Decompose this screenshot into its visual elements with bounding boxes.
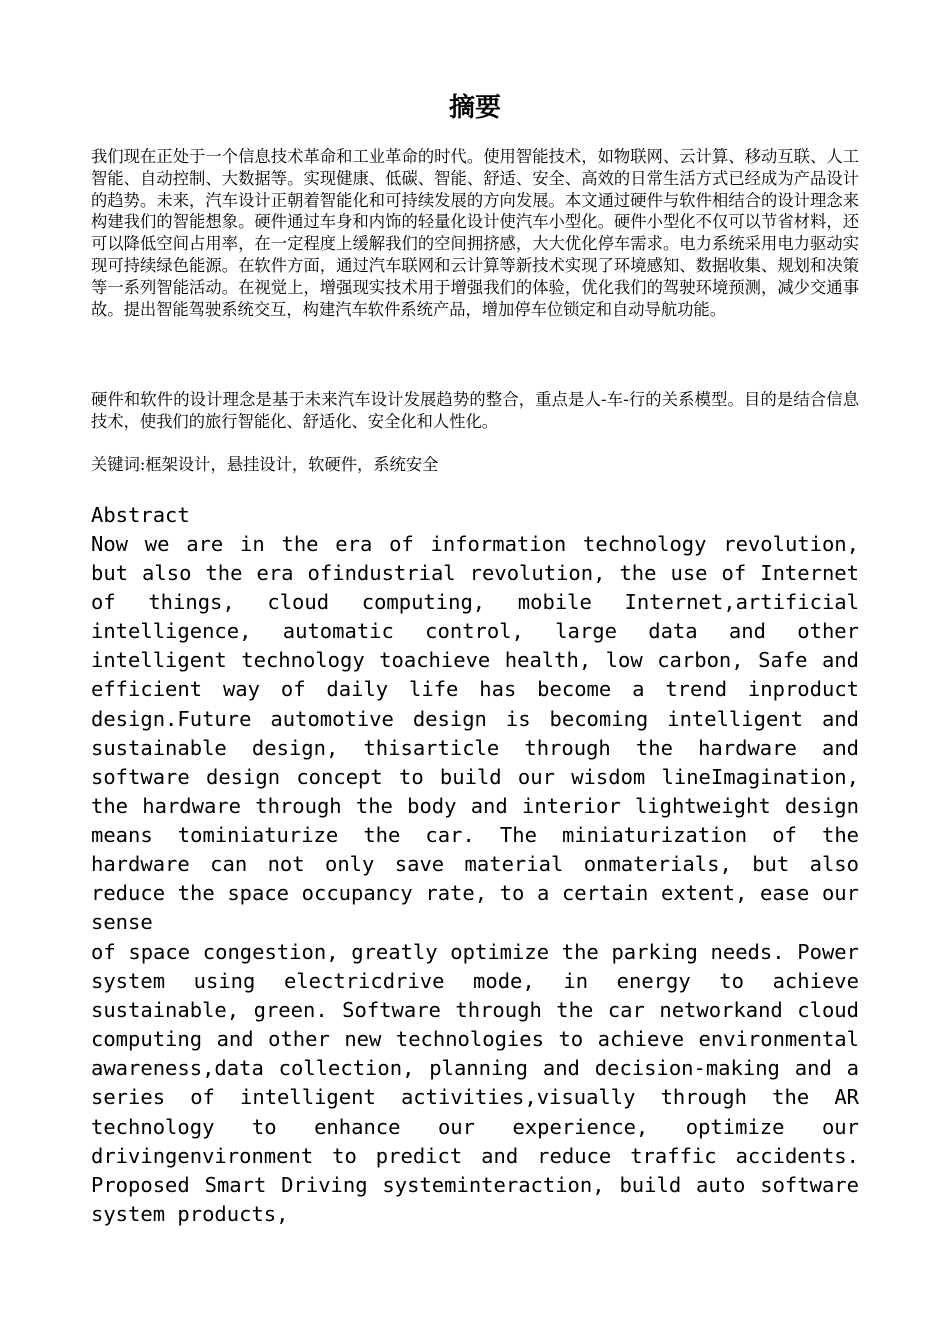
- page-title: 摘要: [448, 93, 501, 123]
- abstract-heading: Abstract: [91, 503, 190, 527]
- english-abstract-paragraph-2: of space congestion, greatly optimize the parking needs. Power system using electricdrive mode, in energy to achieve sustainable, green. Software through the car networkand cloud computing and other new technologies to achieve environmental awareness,data collection, planning and decision-making and a series of intelligent activities,visually through the AR technology to enhance our experience, optimize our drivingenvironment to predict and reduce traffic accidents. Proposed Smart Driving systeminteraction, build auto software system products,: [91, 940, 859, 1226]
- keywords-line: 关键词:框架设计，悬挂设计，软硬件，系统安全: [91, 455, 439, 474]
- chinese-abstract-paragraph-1: 我们现在正处于一个信息技术革命和工业革命的时代。使用智能技术，如物联网、云计算、移动互联、人工智能、自动控制、大数据等。实现健康、低碳、智能、舒适、安全、高效的日常生活方式已经成为产品设计的趋势。未来，汽车设计正朝着智能化和可持续发展的方向发展。本文通过硬件与软件相结合的设计理念来构建我们的智能想象。硬件通过车身和内饰的轻量化设计使汽车小型化。硬件小型化不仅可以节省材料，还可以降低空间占用率，在一定程度上缓解我们的空间拥挤感，大大优化停车需求。电力系统采用电力驱动实现可持续绿色能源。在软件方面，通过汽车联网和云计算等新技术实现了环境感知、数据收集、规划和决策等一系列智能活动。在视觉上，增强现实技术用于增强我们的体验，优化我们的驾驶环境预测，减少交通事故。提出智能驾驶系统交互，构建汽车软件系统产品，增加停车位锁定和自动导航功能。: [91, 147, 859, 319]
- english-abstract-paragraph-1: Now we are in the era of information technology revolution, but also the era ofindustrial revolution, the use of Internet of things, cloud computing, mobile Internet,artificial intelligence, automatic control, large data and other intelligent technology toachieve health, low carbon, Safe and efficient way of daily life has become a trend inproduct design.Future automotive design is becoming intelligent and sustainable design, thisarticle through the hardware and software design concept to build our wisdom lineImagination, the hardware through the body and interior lightweight design means tominiaturize the car. The miniaturization of the hardware can not only save material onmaterials, but also reduce the space occupancy rate, to a certain extent, ease our sense: [91, 532, 859, 935]
- chinese-abstract-paragraph-2: 硬件和软件的设计理念是基于未来汽车设计发展趋势的整合，重点是人-车-行的关系模型。目的是结合信息技术，使我们的旅行智能化、舒适化、安全化和人性化。: [91, 390, 859, 431]
